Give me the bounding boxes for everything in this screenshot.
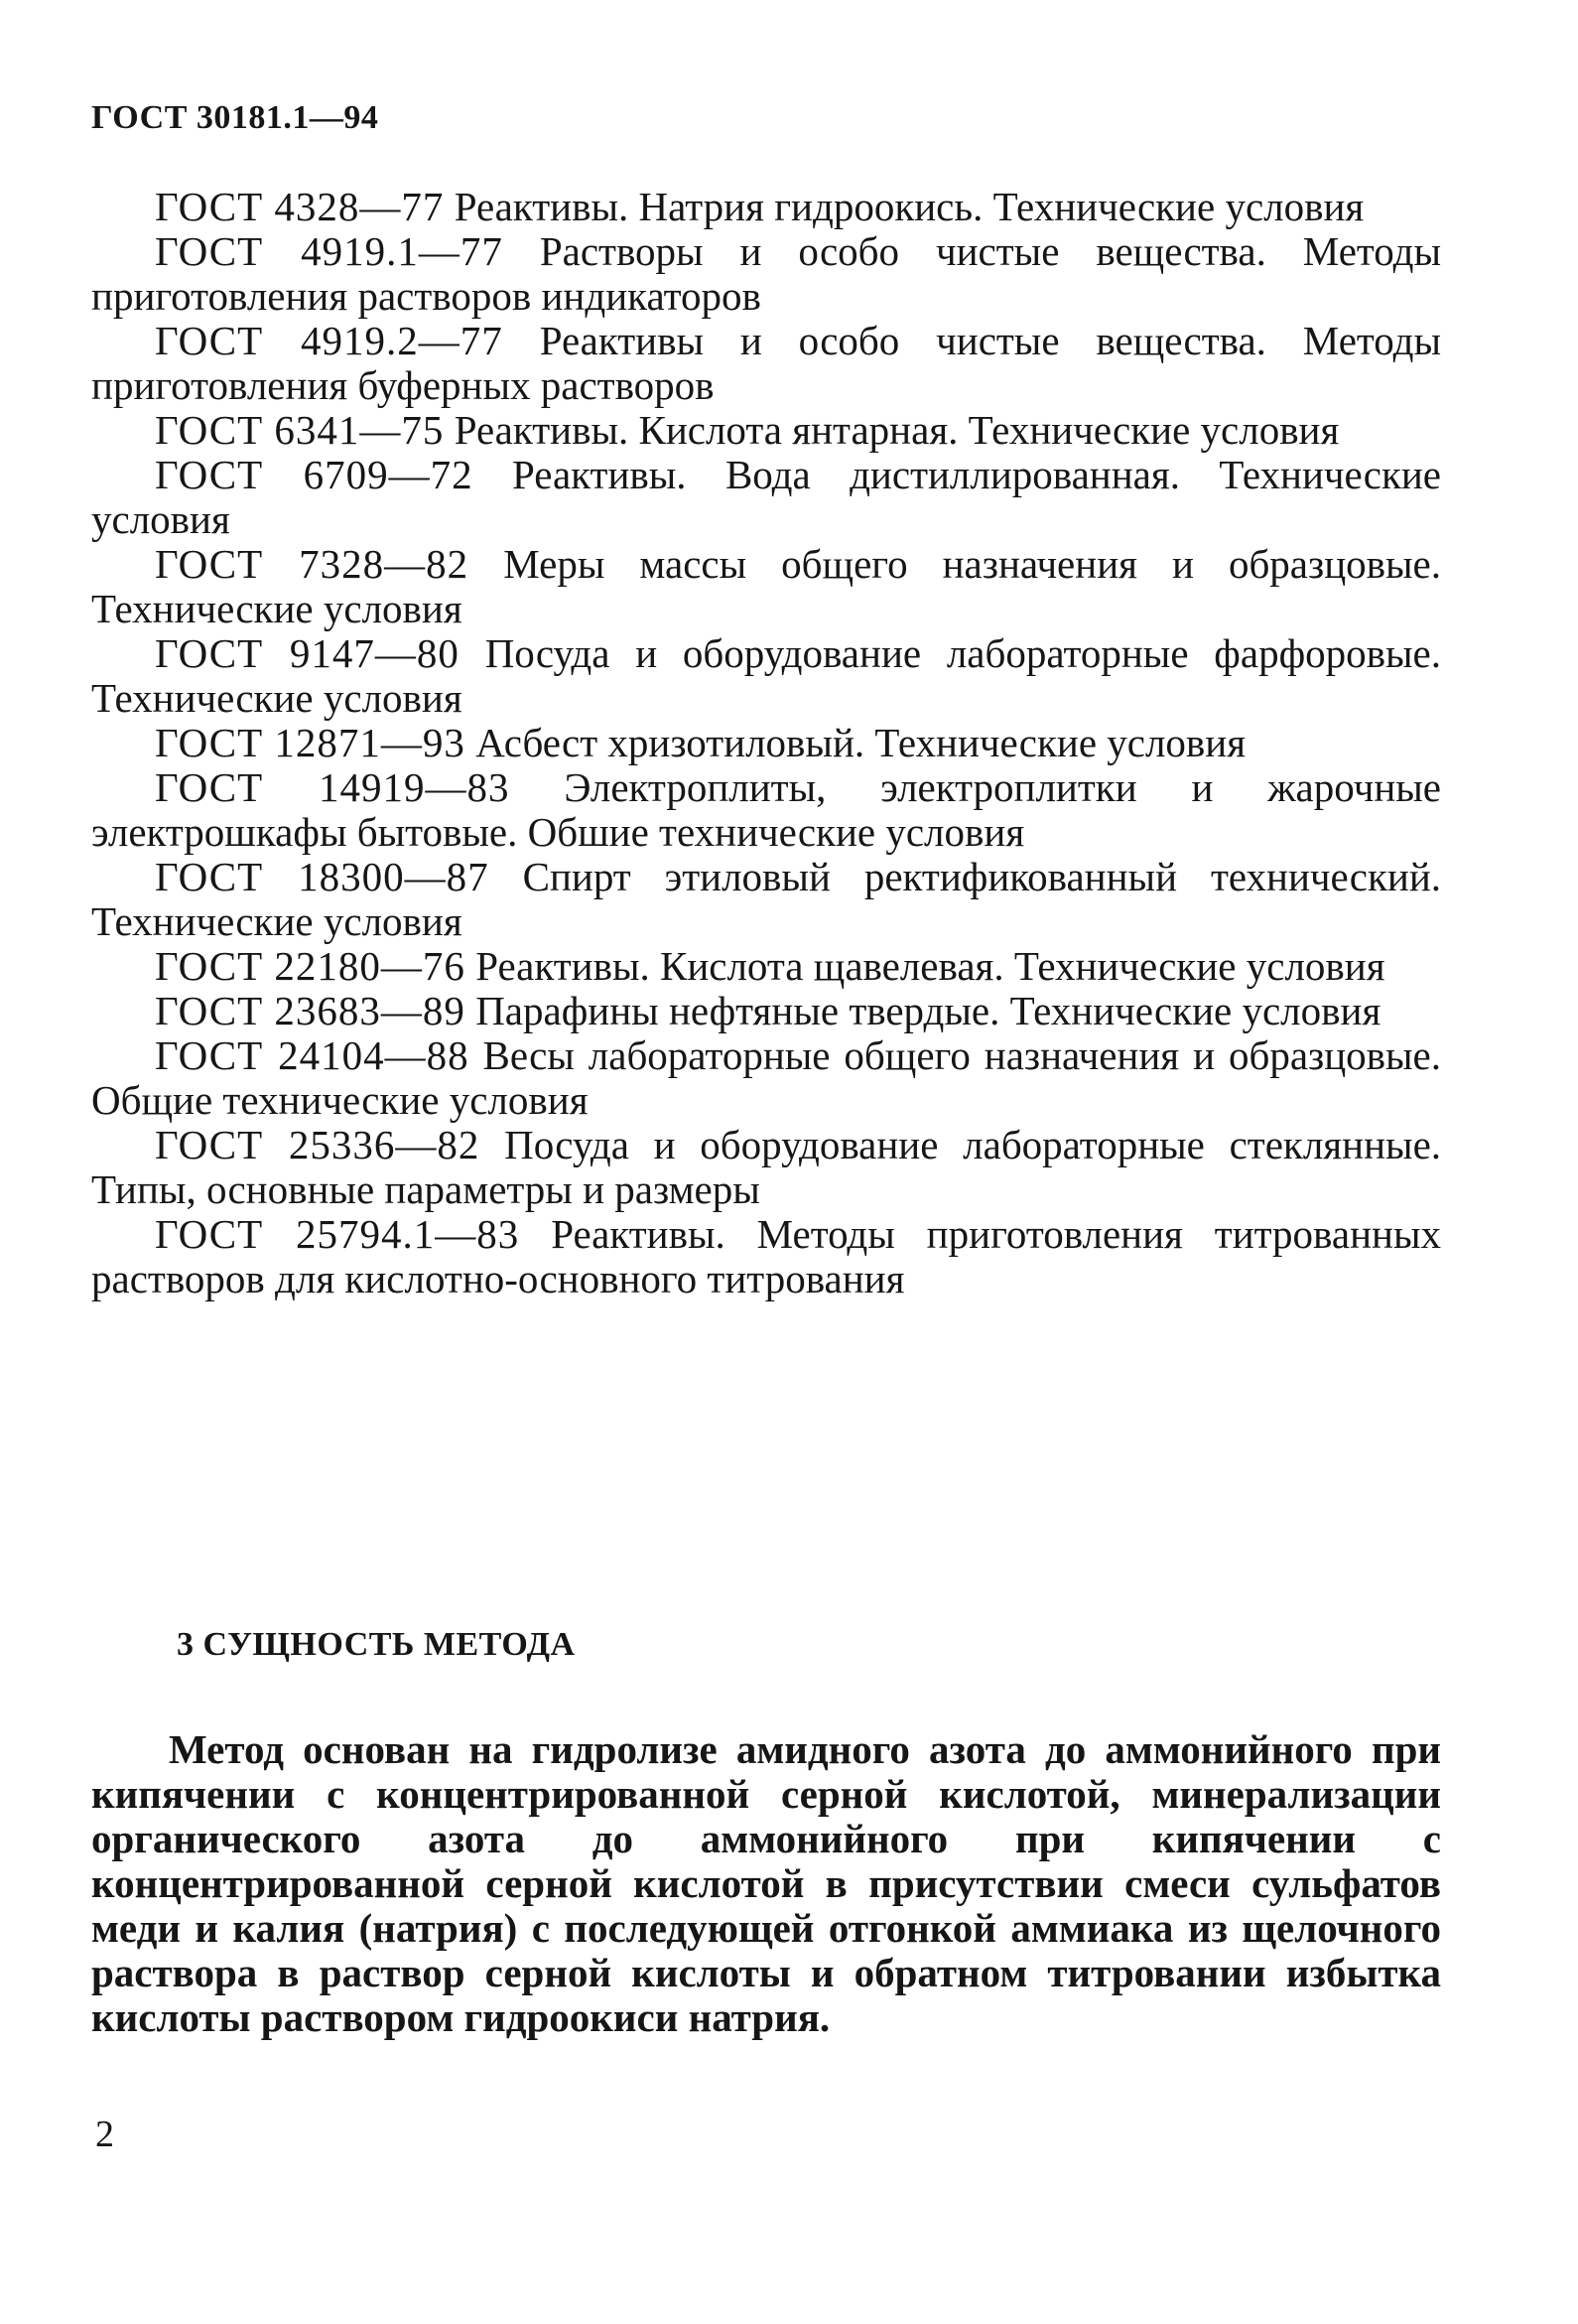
reference-item [91, 855, 1441, 944]
document-code: ГОСТ 30181.1—94 [91, 99, 379, 136]
reference-title: Меры массы общего назначения и образцовые. Технические условия [91, 541, 1441, 631]
reference-code: ГОСТ 7328—82 [155, 541, 469, 587]
reference-code: ГОСТ 9147—80 [155, 630, 460, 676]
reference-item [91, 1123, 1441, 1212]
reference-item [91, 408, 1441, 453]
reference-code: ГОСТ 12871—93 [155, 720, 465, 765]
reference-code: ГОСТ 18300—87 [155, 854, 489, 899]
reference-title: Реактивы. Кислота янтарная. Технические условия [454, 407, 1340, 453]
reference-item [91, 319, 1441, 408]
reference-code: ГОСТ 6341—75 [155, 407, 445, 453]
reference-title: Электроплиты, электроплитки и жарочные электрошкафы бытовые. Обшие технические условия [91, 764, 1442, 855]
reference-code: ГОСТ 23683—89 [155, 988, 465, 1033]
reference-code: ГОСТ 24104—88 [155, 1032, 469, 1078]
reference-code: ГОСТ 4328—77 [155, 184, 445, 229]
reference-item [91, 229, 1441, 319]
reference-item [91, 1212, 1441, 1301]
reference-item [91, 765, 1441, 855]
reference-title: Реактивы. Натрия гидроокись. Технические условия [454, 184, 1365, 229]
reference-item [91, 944, 1441, 989]
reference-title: Реактивы. Методы приготовления титрованных растворов для кислотно-основного титрования [91, 1211, 1442, 1301]
reference-item [91, 453, 1441, 542]
reference-title: Реактивы. Кислота щавелевая. Технические условия [475, 943, 1385, 989]
reference-item [91, 1033, 1441, 1123]
reference-code: ГОСТ 6709—72 [155, 452, 473, 497]
reference-code: ГОСТ 14919—83 [155, 764, 510, 810]
reference-item [91, 721, 1441, 765]
reference-item [91, 185, 1441, 229]
reference-title: Спирт этиловый ректификованный технический. Технические условия [91, 854, 1442, 944]
reference-code: ГОСТ 22180—76 [155, 943, 465, 989]
reference-title: Весы лабораторные общего назначения и образцовые. Общие технические условия [91, 1032, 1442, 1123]
references-list [91, 185, 1441, 1301]
reference-item [91, 989, 1441, 1033]
reference-title: Посуда и оборудование лабораторные фарфоровые. Технические условия [91, 630, 1441, 721]
reference-code: ГОСТ 4919.1—77 [155, 228, 503, 274]
reference-title: Парафины нефтяные твердые. Технические условия [475, 988, 1381, 1033]
reference-code: ГОСТ 25794.1—83 [155, 1211, 520, 1257]
page-number: 2 [95, 2114, 114, 2155]
section-heading: 3 СУЩНОСТЬ МЕТОДА [177, 1626, 576, 1663]
reference-title: Реактивы. Вода дистиллированная. Технические условия [91, 452, 1442, 542]
reference-item [91, 542, 1441, 631]
reference-title: Растворы и особо чистые вещества. Методы приготовления растворов индикаторов [91, 228, 1441, 319]
reference-code: ГОСТ 4919.2—77 [155, 318, 503, 363]
reference-code: ГОСТ 25336—82 [155, 1122, 480, 1167]
reference-title: Посуда и оборудование лабораторные стеклянные. Типы, основные параметры и размеры [91, 1122, 1442, 1212]
reference-item [91, 631, 1441, 721]
method-paragraph: Метод основан на гидролизе амидного азота до аммонийного при кипячении с концентрированной серной кислотой, минерализации органического азота до аммонийного при кипячении с концентрированной серной кислотой в присутствии смеси сульфатов меди и калия (натрия) с последующей отгонкой аммиака из щелочного раствора в раствор серной кислоты и обратном титровании избытка кислоты раствором гидроокиси натрия. [91, 1726, 1441, 2040]
reference-title: Реактивы и особо чистые вещества. Методы приготовления буферных растворов [91, 318, 1441, 408]
reference-title: Асбест хризотиловый. Технические условия [475, 720, 1247, 765]
